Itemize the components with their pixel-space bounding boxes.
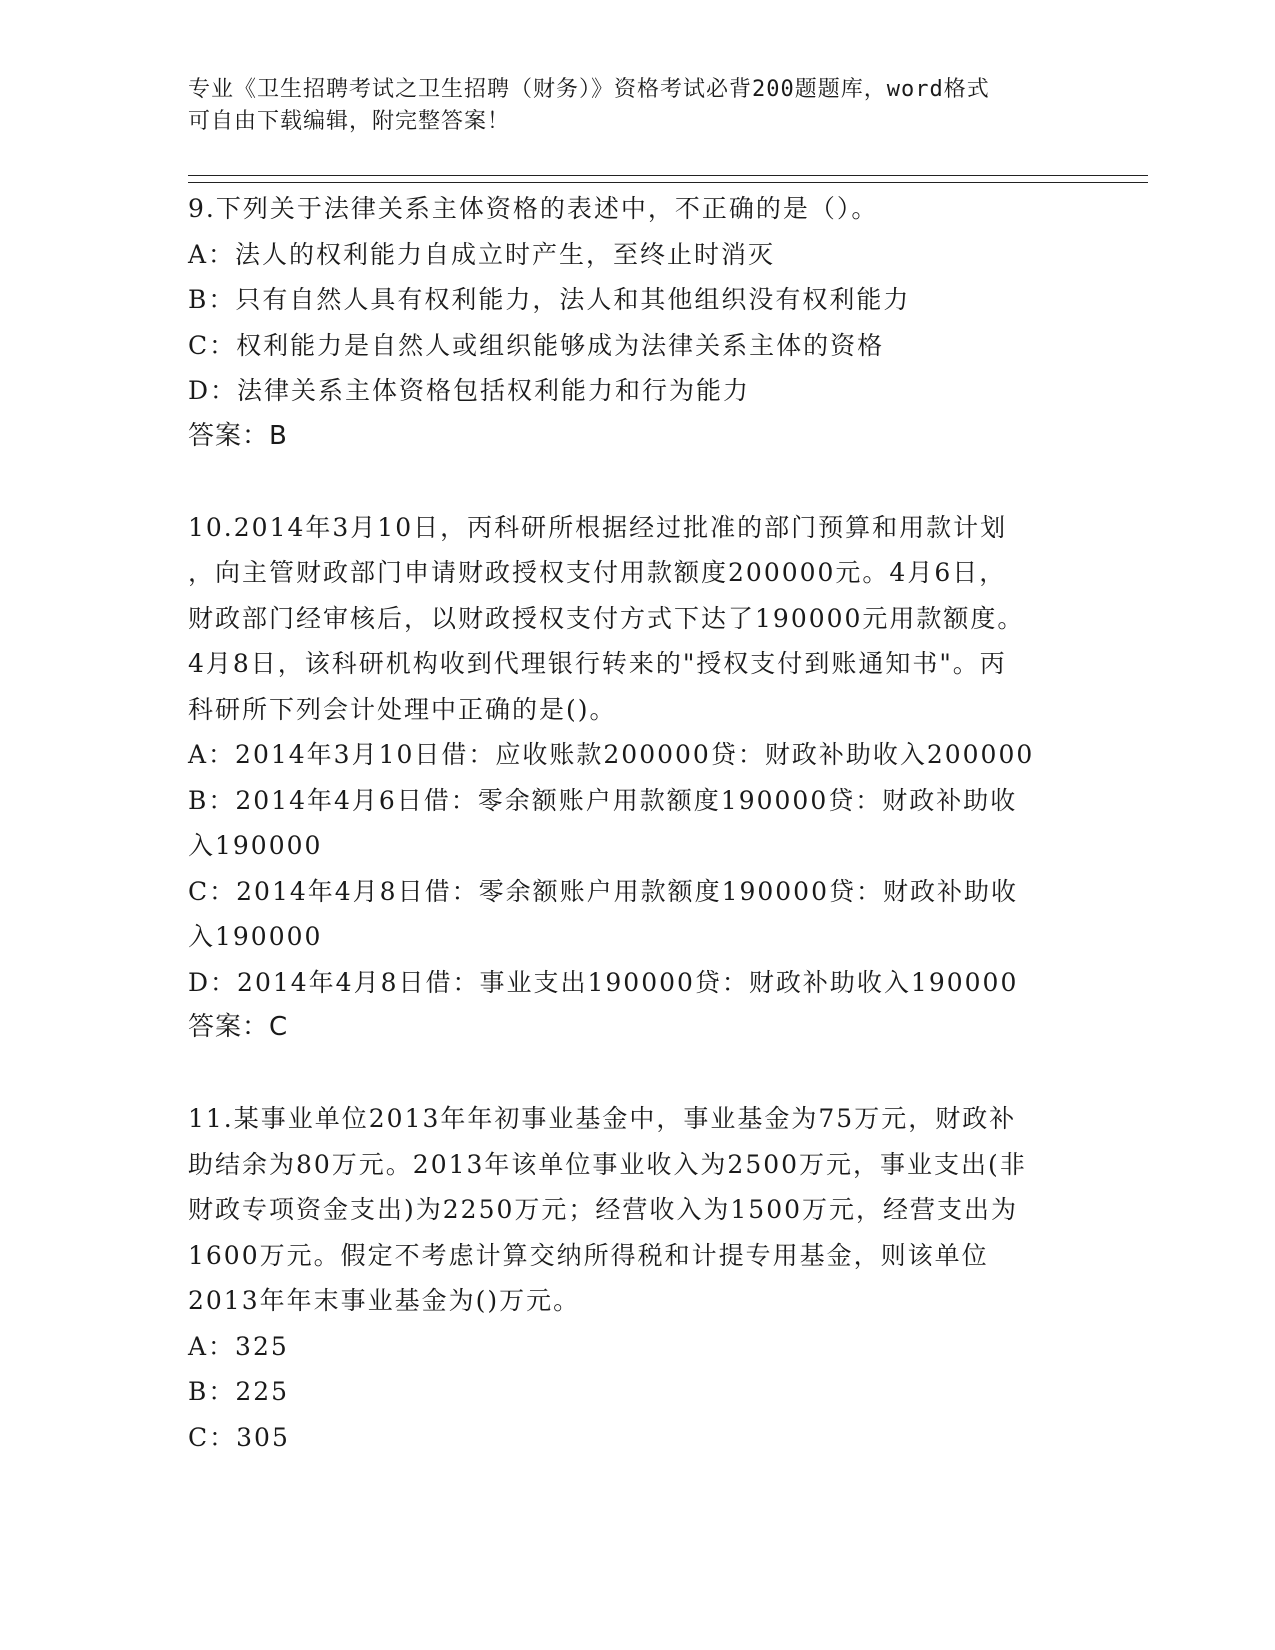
answer-key: 答案：B bbox=[188, 420, 288, 451]
answer-option-line: A：2014年3月10日借：应收账款200000贷：财政补助收入200000 bbox=[188, 740, 1035, 769]
question-stem-line: ，向主管财政部门申请财政授权支付用款额度200000元。4月6日， bbox=[188, 558, 1007, 587]
question-stem-line: 助结余为80万元。2013年该单位事业收入为2500万元，事业支出(非 bbox=[188, 1149, 1027, 1179]
answer-option-line: B：225 bbox=[188, 1377, 290, 1406]
answer-option-line: 入190000 bbox=[188, 922, 323, 951]
question-block bbox=[188, 1096, 1088, 1460]
question-stem-line: 1600万元。假定不考虑计算交纳所得税和计提专用基金，则该单位 bbox=[188, 1240, 989, 1270]
question-block bbox=[188, 186, 1088, 459]
question-stem-line: 财政专项资金支出)为2250万元；经营收入为1500万元，经营支出为 bbox=[188, 1195, 1019, 1224]
header-title-line-1: 专业《卫生招聘考试之卫生招聘（财务）》资格考试必背200题题库，word格式 bbox=[188, 77, 990, 102]
question-stem-line: 4月8日，该科研机构收到代理银行转来的"授权支付到账通知书"。丙 bbox=[188, 649, 1007, 678]
answer-option-line: B：只有自然人具有权利能力，法人和其他组织没有权利能力 bbox=[188, 285, 911, 314]
page-header bbox=[188, 74, 1088, 138]
answer-option-line: C：2014年4月8日借：零余额账户用款额度190000贷：财政补助收 bbox=[188, 876, 1018, 906]
header-divider-thick bbox=[188, 175, 1148, 176]
answer-option-line: A：325 bbox=[188, 1331, 289, 1361]
answer-option-line: D：2014年4月8日借：事业支出190000贷：财政补助收入190000 bbox=[188, 967, 1019, 997]
question-list bbox=[188, 186, 1088, 1506]
question-stem-line: 科研所下列会计处理中正确的是()。 bbox=[188, 694, 617, 724]
question-stem-line: 财政部门经审核后，以财政授权支付方式下达了190000元用款额度。 bbox=[188, 603, 1025, 633]
question-stem-line: 2013年年末事业基金为()万元。 bbox=[188, 1286, 581, 1315]
header-divider-thin bbox=[188, 182, 1148, 183]
question-stem-line: 10.2014年3月10日，丙科研所根据经过批准的部门预算和用款计划 bbox=[188, 512, 1008, 542]
header-title-line-2: 可自由下载编辑，附完整答案！ bbox=[188, 109, 511, 134]
answer-option-line: A：法人的权利能力自成立时产生，至终止时消灭 bbox=[188, 239, 776, 269]
answer-option-line: D：法律关系主体资格包括权利能力和行为能力 bbox=[188, 376, 751, 405]
answer-option-line: C：305 bbox=[188, 1422, 290, 1452]
question-block bbox=[188, 505, 1088, 1051]
answer-option-line: 入190000 bbox=[188, 831, 323, 860]
question-stem-line: 11.某事业单位2013年年初事业基金中，事业基金为75万元，财政补 bbox=[188, 1104, 1017, 1133]
answer-key: 答案：C bbox=[188, 1012, 289, 1042]
question-stem-line: 9.下列关于法律关系主体资格的表述中，不正确的是（）。 bbox=[188, 194, 879, 223]
answer-option-line: C：权利能力是自然人或组织能够成为法律关系主体的资格 bbox=[188, 330, 885, 360]
answer-option-line: B：2014年4月6日借：零余额账户用款额度190000贷：财政补助收 bbox=[188, 785, 1018, 815]
